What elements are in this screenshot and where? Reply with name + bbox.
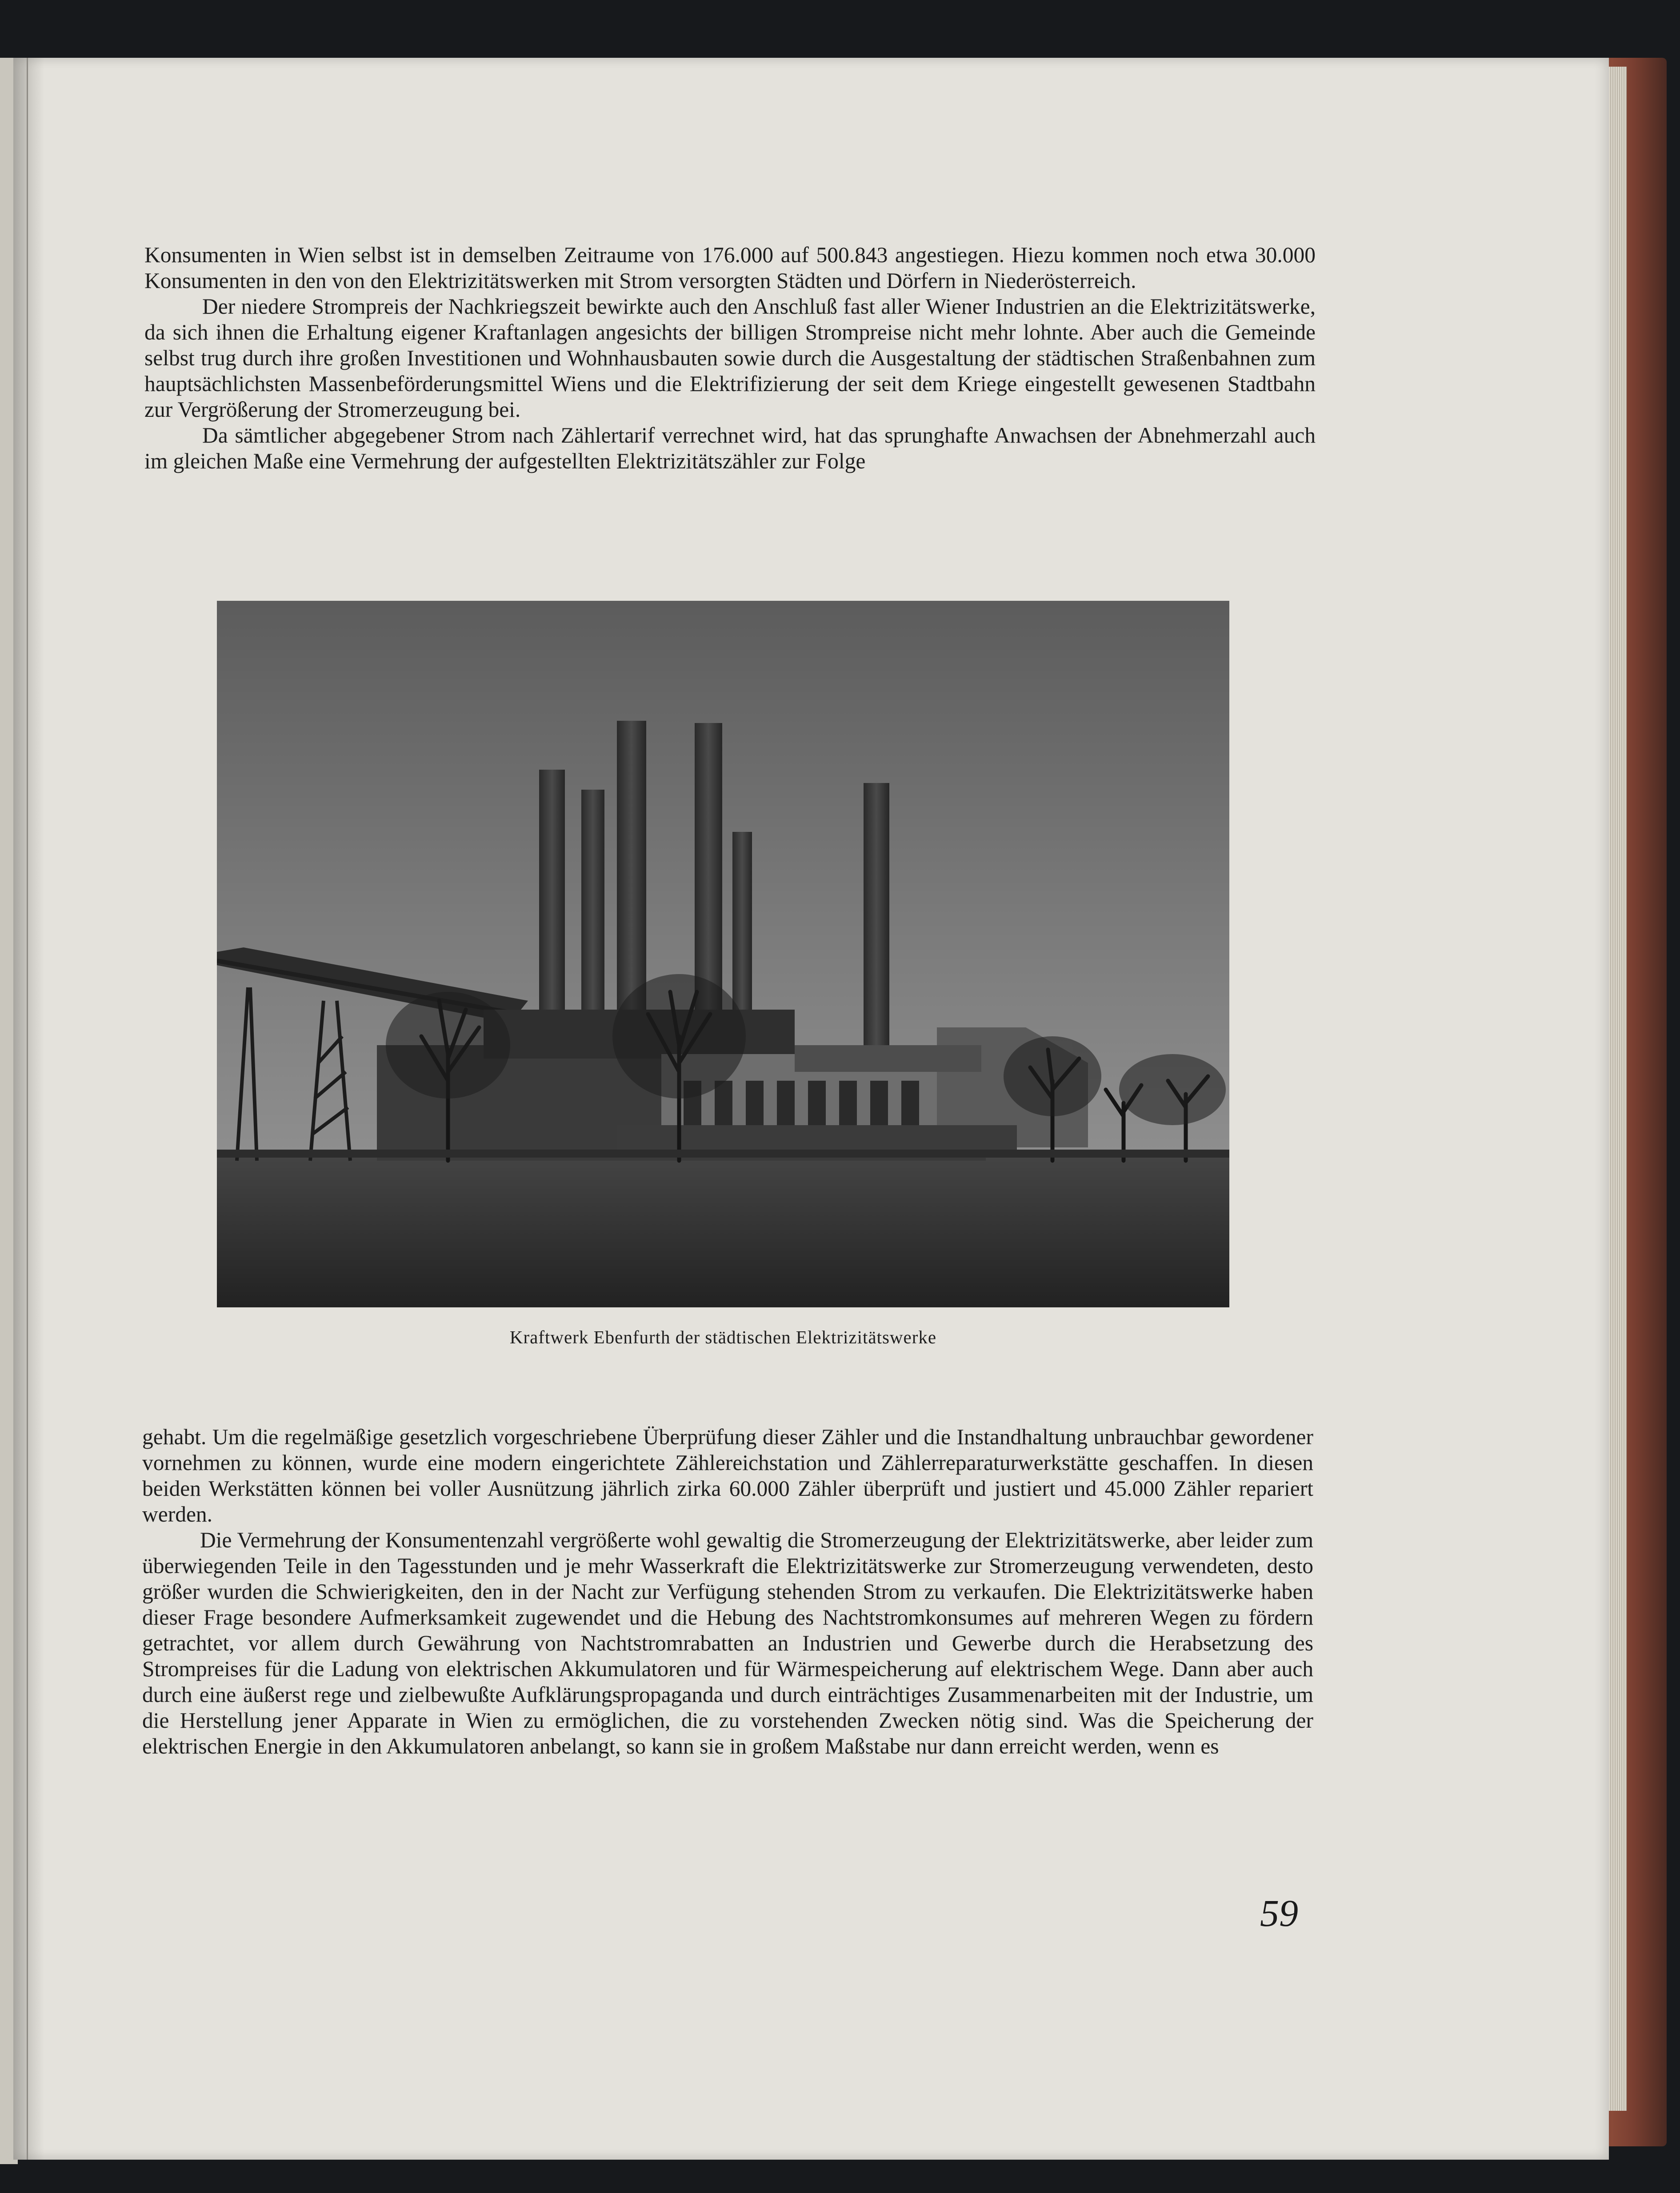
paragraph: Konsumenten in Wien selbst ist in demselben Zeitraume von 176.000 auf 500.843 angestiegen. Hiezu kommen noch etwa 30.000 Konsumenten in den von den Elektrizitätswerken mit Strom versorgten Städten und Dörfern in Niederösterreich.: [144, 243, 1316, 293]
body-text-top: [144, 242, 1316, 474]
paragraph: Der niedere Strompreis der Nachkriegszeit bewirkte auch den Anschluß fast aller Wiener Industrien an die Elektrizitätswerke, da sich ihnen die Erhaltung eigener Kraftanlagen angesichts der billigen Strompreise nicht mehr lohnte. Aber auch die Gemeinde selbst trug durch ihre großen Investitionen und Wohnhausbauten sowie durch die Ausgestaltung der städtischen Straßenbahnen zum hauptsächlichsten Massenbeförderungsmittel Wiens und die Elektrifizierung der seit dem Kriege eingestellt gewesenen Stadtbahn zur Vergrößerung der Stromerzeugung bei.: [144, 294, 1316, 422]
paragraph: Die Vermehrung der Konsumentenzahl vergrößerte wohl gewaltig die Stromerzeugung der Elektrizitätswerke, aber leider zum überwiegenden Teile in den Tagesstunden und je mehr Wasserkraft die Elektrizitätswerke zur Stromerzeugung verwendeten, desto größer wurden die Schwierigkeiten, den in der Nacht zur Verfügung stehenden Strom zu verkaufen. Die Elektrizitätswerke haben dieser Frage besondere Aufmerksamkeit zugewendet und die Hebung des Nachtstromkonsumes auf mehreren Wegen zu fördern getrachtet, vor allem durch Gewährung von Nachtstromrabatten an Industrien und Gewerbe durch die Herabsetzung des Strompreises für die Ladung von elektrischen Akkumulatoren und für Wärmespeicherung auf elektrischem Wege. Dann aber auch durch eine äußerst rege und zielbewußte Aufklärungspropaganda und durch einträchtiges Zusammenarbeiten mit der Industrie, um die Herstellung jener Apparate in Wien zu ermöglichen, die zu vorstehenden Zwecken nötig sind. Was die Speicherung der elektrischen Energie in den Akkumulatoren anbelangt, so kann sie in großem Maßstabe nur dann erreicht werden, wenn es: [142, 1528, 1313, 1758]
figure-caption: Kraftwerk Ebenfurth der städtischen Elektrizitätswerke: [509, 1327, 937, 1347]
body-text-bottom: [142, 1424, 1313, 1759]
paragraph: Da sämtlicher abgegebener Strom nach Zählertarif verrechnet wird, hat das sprunghafte Anwachsen der Abnehmerzahl auch im gleichen Maße eine Vermehrung der aufgestellten Elektrizitätszähler zur Folge: [144, 423, 1316, 473]
page-number: 59: [1260, 1892, 1298, 1934]
paragraph: gehabt. Um die regelmäßige gesetzlich vorgeschriebene Überprüfung dieser Zähler und die Instandhaltung unbrauchbar gewordener vornehmen zu können, wurde eine modern eingerichtete Zählereichstation und Zählerreparaturwerkstätte geschaffen. In diesen beiden Werkstätten können bei voller Ausnützung jährlich zirka 60.000 Zähler überprüft und justiert und 45.000 Zähler repariert werden.: [142, 1425, 1313, 1526]
power-plant-photo: [217, 601, 1229, 1307]
page-fold-line: [27, 58, 28, 2160]
gutter-shadow: [13, 58, 44, 2160]
